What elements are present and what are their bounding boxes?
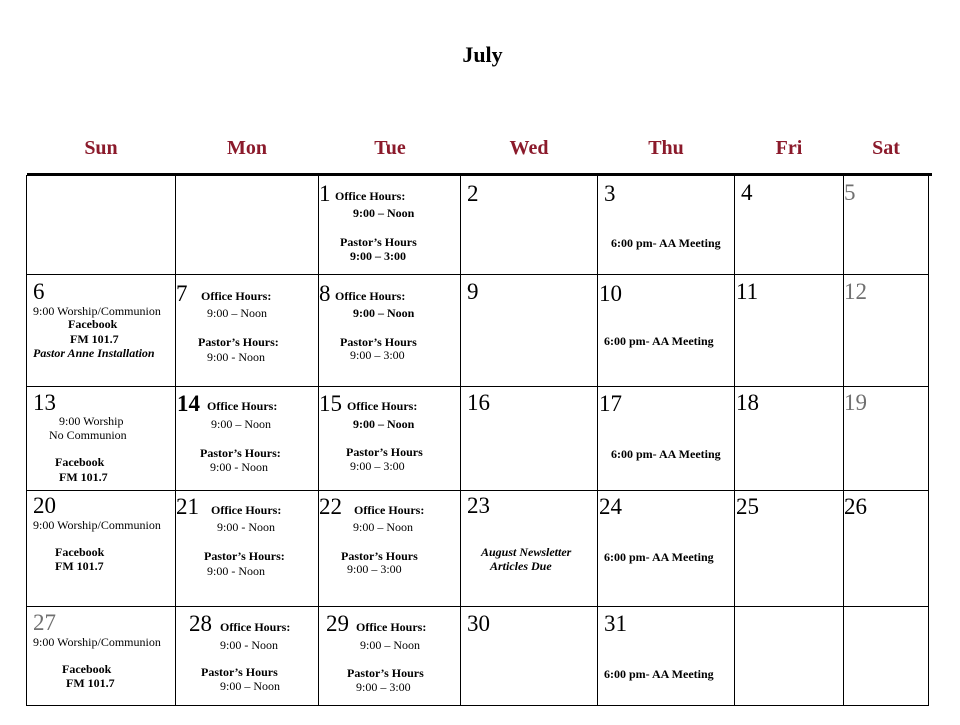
pastors-hours-time: 9:00 – 3:00 bbox=[356, 680, 411, 694]
day-number: 9 bbox=[467, 279, 479, 304]
pastors-hours-label: Pastor’s Hours bbox=[341, 549, 418, 563]
office-hours-time: 9:00 – Noon bbox=[353, 206, 415, 220]
pastors-hours-label: Pastor’s Hours: bbox=[200, 446, 281, 460]
office-hours-time: 9:00 - Noon bbox=[217, 520, 275, 534]
day-number: 28 bbox=[189, 611, 212, 636]
aa-meeting: 6:00 pm- AA Meeting bbox=[604, 550, 714, 564]
office-hours-time: 9:00 – Noon bbox=[353, 520, 413, 534]
worship: 9:00 Worship bbox=[59, 414, 124, 428]
day-number: 6 bbox=[33, 279, 45, 304]
month-title: July bbox=[462, 42, 503, 67]
day-number: 1 bbox=[319, 181, 331, 206]
facebook-label: Facebook bbox=[55, 455, 105, 469]
pastors-hours-time: 9:00 – 3:00 bbox=[350, 348, 405, 362]
pastors-hours-time: 9:00 - Noon bbox=[210, 460, 268, 474]
pastors-hours-time: 9:00 – Noon bbox=[220, 679, 280, 693]
weekday-fri: Fri bbox=[775, 137, 803, 159]
day-number: 18 bbox=[736, 390, 759, 415]
fm-label: FM 101.7 bbox=[59, 470, 108, 484]
grid-line bbox=[26, 606, 929, 607]
office-hours-label: Office Hours: bbox=[335, 189, 406, 203]
grid-line bbox=[26, 490, 929, 491]
day-number: 24 bbox=[599, 494, 622, 519]
worship-communion: 9:00 Worship/Communion bbox=[33, 635, 161, 649]
day-number: 22 bbox=[319, 494, 342, 519]
day-number: 13 bbox=[33, 390, 56, 415]
pastors-hours-label: Pastor’s Hours bbox=[201, 665, 278, 679]
day-number: 15 bbox=[319, 391, 342, 416]
office-hours-label: Office Hours: bbox=[335, 289, 406, 303]
fm-label: FM 101.7 bbox=[55, 559, 104, 573]
office-hours-label: Office Hours: bbox=[207, 399, 278, 413]
weekday-mon: Mon bbox=[227, 137, 267, 159]
day-number: 14 bbox=[177, 391, 200, 416]
day-number: 12 bbox=[844, 279, 867, 304]
weekday-sun: Sun bbox=[84, 137, 118, 159]
grid-line bbox=[597, 175, 598, 706]
pastors-hours-label: Pastor’s Hours bbox=[340, 235, 417, 249]
office-hours-label: Office Hours: bbox=[201, 289, 272, 303]
grid-line bbox=[26, 175, 27, 706]
newsletter-line-1: August Newsletter bbox=[481, 545, 572, 559]
grid-line bbox=[26, 386, 929, 387]
facebook-label: Facebook bbox=[62, 662, 112, 676]
fm-label: FM 101.7 bbox=[66, 676, 115, 690]
aa-meeting: 6:00 pm- AA Meeting bbox=[604, 334, 714, 348]
day-number: 25 bbox=[736, 494, 759, 519]
pastors-hours-label: Pastor’s Hours bbox=[346, 445, 423, 459]
office-hours-label: Office Hours: bbox=[220, 620, 291, 634]
worship-communion: 9:00 Worship/Communion bbox=[33, 304, 161, 318]
facebook-label: Facebook bbox=[55, 545, 105, 559]
day-number: 19 bbox=[844, 390, 867, 415]
grid-line bbox=[318, 175, 319, 706]
grid-line bbox=[928, 175, 929, 706]
office-hours-label: Office Hours: bbox=[354, 503, 425, 517]
worship-communion: 9:00 Worship/Communion bbox=[33, 518, 161, 532]
pastors-hours-time: 9:00 – 3:00 bbox=[347, 562, 402, 576]
newsletter-line-2: Articles Due bbox=[490, 559, 552, 573]
day-number: 16 bbox=[467, 390, 490, 415]
pastors-hours-time: 9:00 – 3:00 bbox=[350, 249, 406, 263]
office-hours-time: 9:00 – Noon bbox=[360, 638, 420, 652]
weekday-thu: Thu bbox=[648, 137, 684, 159]
day-number: 11 bbox=[736, 279, 759, 304]
fm-label: FM 101.7 bbox=[70, 332, 119, 346]
day-number: 20 bbox=[33, 493, 56, 518]
weekday-wed: Wed bbox=[509, 137, 549, 159]
pastors-hours-label: Pastor’s Hours: bbox=[198, 335, 279, 349]
day-number: 29 bbox=[326, 611, 349, 636]
day-number: 5 bbox=[844, 180, 856, 205]
grid-line bbox=[175, 175, 176, 706]
office-hours-time: 9:00 – Noon bbox=[207, 306, 267, 320]
office-hours-time: 9:00 - Noon bbox=[220, 638, 278, 652]
day-number: 27 bbox=[33, 610, 56, 635]
pastors-hours-time: 9:00 - Noon bbox=[207, 350, 265, 364]
day-number: 8 bbox=[319, 281, 331, 306]
grid-line bbox=[734, 175, 735, 706]
pastors-hours-label: Pastor’s Hours: bbox=[204, 549, 285, 563]
office-hours-time: 9:00 – Noon bbox=[211, 417, 271, 431]
day-number: 4 bbox=[741, 180, 753, 205]
day-number: 2 bbox=[467, 181, 479, 206]
installation-note: Pastor Anne Installation bbox=[33, 346, 155, 360]
day-number: 3 bbox=[604, 181, 616, 206]
aa-meeting: 6:00 pm- AA Meeting bbox=[604, 667, 714, 681]
day-number: 21 bbox=[176, 494, 199, 519]
day-number: 23 bbox=[467, 493, 490, 518]
pastors-hours-time: 9:00 - Noon bbox=[207, 564, 265, 578]
office-hours-label: Office Hours: bbox=[356, 620, 427, 634]
day-number: 30 bbox=[467, 611, 490, 636]
day-number: 31 bbox=[604, 611, 627, 636]
office-hours-label: Office Hours: bbox=[347, 399, 418, 413]
pastors-hours-label: Pastor’s Hours bbox=[347, 666, 424, 680]
pastors-hours-label: Pastor’s Hours bbox=[340, 335, 417, 349]
aa-meeting: 6:00 pm- AA Meeting bbox=[611, 236, 721, 250]
day-number: 7 bbox=[176, 281, 188, 306]
facebook-label: Facebook bbox=[68, 317, 118, 331]
grid-line bbox=[26, 705, 929, 706]
grid-line bbox=[460, 175, 461, 706]
office-hours-time: 9:00 – Noon bbox=[353, 306, 415, 320]
day-number: 17 bbox=[599, 391, 622, 416]
day-number: 26 bbox=[844, 494, 867, 519]
grid-line bbox=[843, 175, 844, 706]
day-number: 10 bbox=[599, 281, 622, 306]
no-communion: No Communion bbox=[49, 428, 127, 442]
pastors-hours-time: 9:00 – 3:00 bbox=[350, 459, 405, 473]
office-hours-label: Office Hours: bbox=[211, 503, 282, 517]
header-rule bbox=[27, 173, 932, 176]
grid-line bbox=[26, 274, 929, 275]
weekday-sat: Sat bbox=[872, 137, 900, 159]
aa-meeting: 6:00 pm- AA Meeting bbox=[611, 447, 721, 461]
office-hours-time: 9:00 – Noon bbox=[353, 417, 415, 431]
weekday-tue: Tue bbox=[374, 137, 406, 159]
